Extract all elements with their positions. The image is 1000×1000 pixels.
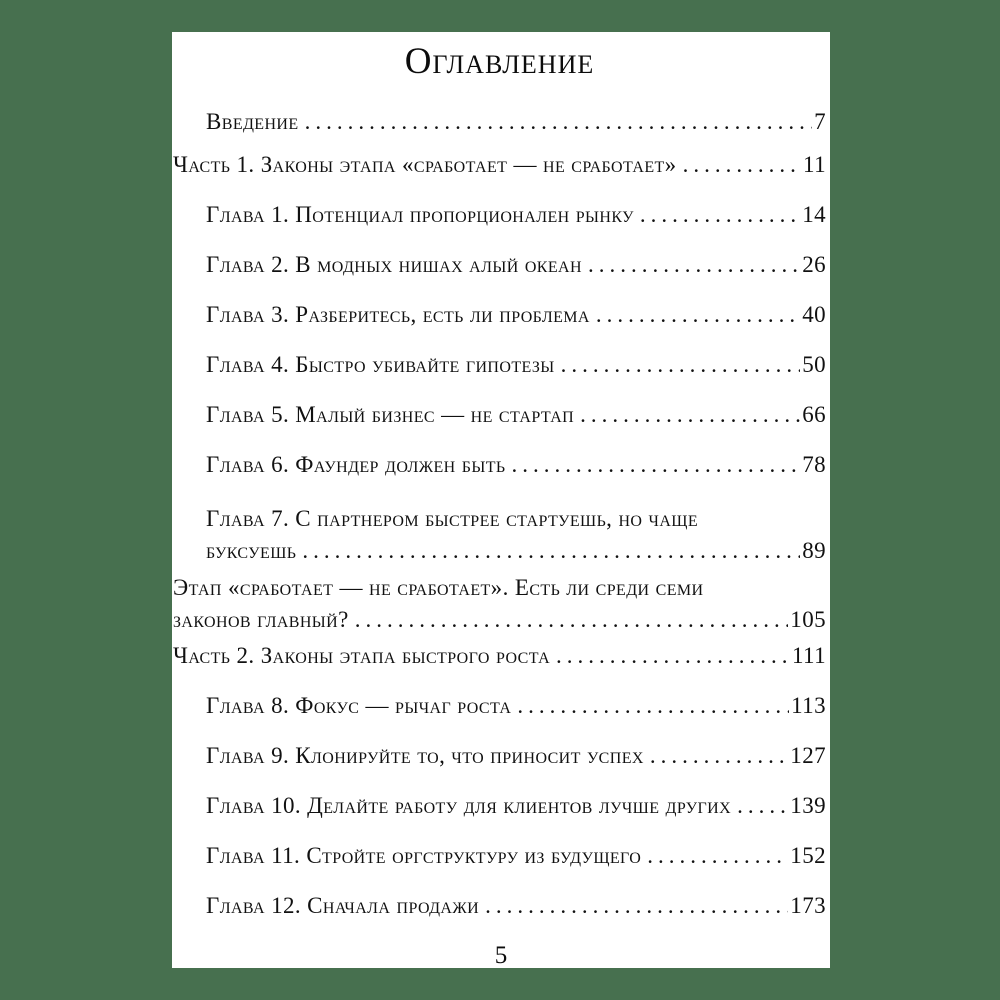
page-number: 5 bbox=[494, 942, 508, 969]
toc-entry-chapter-4[interactable] bbox=[206, 353, 826, 377]
toc-entry-label: Глава 6. Фаундер должен быть bbox=[206, 452, 506, 477]
dot-leader bbox=[556, 644, 790, 668]
toc-entry-page: 66 bbox=[802, 402, 826, 427]
toc-entry-page: 127 bbox=[790, 743, 826, 768]
toc-entry-page: 105 bbox=[790, 607, 826, 632]
toc-entry-label-continued: законов главный? bbox=[173, 607, 349, 632]
toc-entry-page: 139 bbox=[790, 793, 826, 818]
dot-leader bbox=[355, 604, 789, 636]
toc-entry-page: 7 bbox=[814, 109, 826, 134]
dot-leader bbox=[561, 353, 801, 377]
toc-entry-chapter-12[interactable] bbox=[206, 894, 826, 918]
toc-entry-page: 152 bbox=[790, 843, 826, 868]
dot-leader bbox=[596, 303, 800, 327]
toc-entry-chapter-11[interactable] bbox=[206, 844, 826, 868]
toc-entry-part-1[interactable] bbox=[173, 153, 826, 177]
page-title: Оглавление bbox=[404, 41, 595, 82]
toc-entry-page: 14 bbox=[802, 202, 826, 227]
toc-entry-label: Глава 3. Разберитесь, есть ли проблема bbox=[206, 302, 590, 327]
toc-entry-chapter-9[interactable] bbox=[206, 744, 826, 768]
toc-entry-label: Введение bbox=[206, 109, 299, 134]
dot-leader bbox=[485, 894, 788, 918]
toc-entry-label: Глава 2. В модных нишах алый океан bbox=[206, 252, 582, 277]
toc-entry-chapter-1[interactable] bbox=[206, 203, 826, 227]
dot-leader bbox=[588, 253, 800, 277]
toc-entry-label: Глава 4. Быстро убивайте гипотезы bbox=[206, 352, 555, 377]
toc-entry-label: Этап «сработает — не сработает». Есть ли среди семи bbox=[173, 575, 704, 600]
toc-entry-chapter-10[interactable] bbox=[206, 794, 826, 818]
toc-entry-label: Глава 5. Малый бизнес — не стартап bbox=[206, 402, 575, 427]
dot-leader bbox=[511, 453, 800, 477]
toc-entry-label: Глава 12. Сначала продажи bbox=[206, 893, 480, 918]
toc-entry-chapter-8[interactable] bbox=[206, 694, 826, 718]
toc-entry-page: 26 bbox=[802, 252, 826, 277]
toc-entry-label: Глава 9. Клонируйте то, что приносит успех bbox=[206, 743, 644, 768]
toc-entry-label: Часть 1. Законы этапа «сработает — не сработает» bbox=[173, 152, 677, 177]
toc-entry-page: 89 bbox=[802, 538, 826, 563]
dot-leader bbox=[647, 844, 788, 868]
toc-entry-page: 78 bbox=[802, 452, 826, 477]
table-of-contents bbox=[173, 110, 826, 918]
toc-entry-page: 113 bbox=[791, 693, 826, 718]
toc-entry-page: 50 bbox=[802, 352, 826, 377]
toc-entry-chapter-7[interactable] bbox=[206, 503, 826, 567]
toc-entry-page: 173 bbox=[790, 893, 826, 918]
toc-entry-label: Глава 7. С партнером быстрее стартуешь, но чаще bbox=[206, 506, 698, 531]
toc-entry-chapter-6[interactable] bbox=[206, 453, 826, 477]
toc-entry-label: Глава 1. Потенциал пропорционален рынку bbox=[206, 202, 634, 227]
toc-entry-label: Глава 11. Стройте оргструктуру из будущего bbox=[206, 843, 642, 868]
dot-leader bbox=[517, 694, 789, 718]
toc-entry-page: 40 bbox=[802, 302, 826, 327]
toc-entry-label: Глава 10. Делайте работу для клиентов лучше других bbox=[206, 793, 732, 818]
toc-entry-label: Часть 2. Законы этапа быстрого роста bbox=[173, 643, 551, 668]
toc-entry-page: 11 bbox=[803, 152, 826, 177]
dot-leader bbox=[737, 794, 788, 818]
dot-leader bbox=[580, 403, 800, 427]
toc-entry-chapter-5[interactable] bbox=[206, 403, 826, 427]
toc-entry-page: 111 bbox=[792, 643, 826, 668]
book-page bbox=[172, 32, 830, 968]
toc-entry-label-continued: буксуешь bbox=[206, 538, 297, 563]
dot-leader bbox=[683, 153, 801, 177]
toc-entry-stage-summary[interactable] bbox=[173, 572, 826, 636]
dot-leader bbox=[305, 110, 813, 134]
dot-leader bbox=[302, 535, 800, 567]
toc-entry-introduction[interactable] bbox=[206, 110, 826, 134]
toc-entry-chapter-3[interactable] bbox=[206, 303, 826, 327]
toc-entry-label: Глава 8. Фокус — рычаг роста bbox=[206, 693, 512, 718]
toc-entry-chapter-2[interactable] bbox=[206, 253, 826, 277]
dot-leader bbox=[640, 203, 800, 227]
dot-leader bbox=[650, 744, 788, 768]
toc-entry-part-2[interactable] bbox=[173, 644, 826, 668]
